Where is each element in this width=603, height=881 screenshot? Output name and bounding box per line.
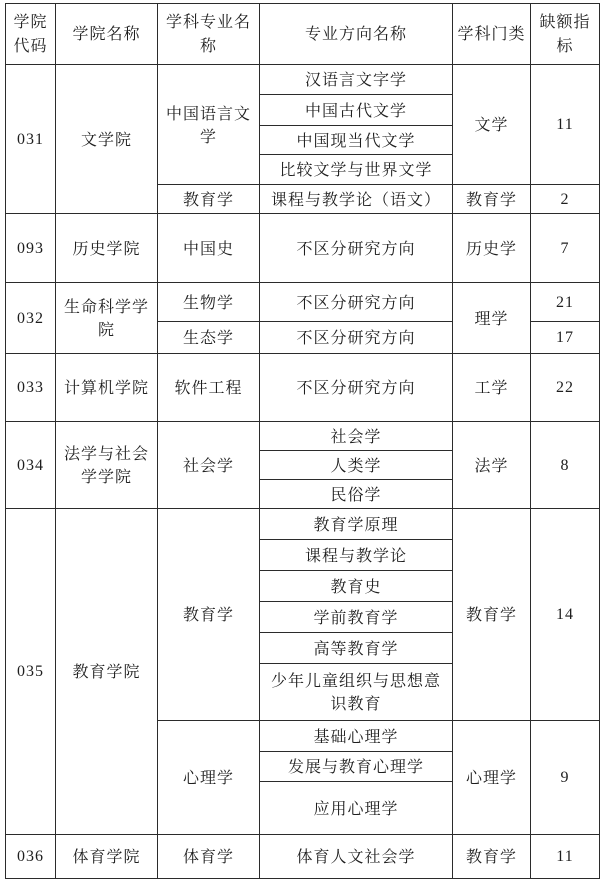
direction-cell: 课程与教学论（语文）	[260, 185, 453, 214]
major-cell: 心理学	[158, 721, 260, 835]
college-name-cell: 法学与社会学学院	[56, 422, 158, 509]
quota-cell: 11	[531, 65, 600, 185]
header-major: 学科专业名称	[158, 4, 260, 65]
direction-cell: 不区分研究方向	[260, 354, 453, 422]
direction-cell: 人类学	[260, 451, 453, 480]
header-quota: 缺额指标	[531, 4, 600, 65]
table-row	[6, 214, 600, 283]
college-name-cell: 生命科学学院	[56, 283, 158, 354]
quota-cell: 14	[531, 509, 600, 721]
direction-cell: 学前教育学	[260, 602, 453, 633]
direction-cell: 少年儿童组织与思想意识教育	[260, 664, 453, 721]
major-cell: 软件工程	[158, 354, 260, 422]
category-cell: 教育学	[453, 185, 531, 214]
category-cell: 教育学	[453, 835, 531, 879]
direction-cell: 教育史	[260, 571, 453, 602]
major-cell: 教育学	[158, 185, 260, 214]
quota-cell: 2	[531, 185, 600, 214]
category-cell: 心理学	[453, 721, 531, 835]
quota-cell: 7	[531, 214, 600, 283]
direction-cell: 课程与教学论	[260, 540, 453, 571]
college-name-cell: 教育学院	[56, 509, 158, 835]
header-college-name: 学院名称	[56, 4, 158, 65]
category-cell: 教育学	[453, 509, 531, 721]
direction-cell: 基础心理学	[260, 721, 453, 752]
direction-cell: 发展与教育心理学	[260, 752, 453, 782]
category-cell: 文学	[453, 65, 531, 185]
major-cell: 教育学	[158, 509, 260, 721]
direction-cell: 体育人文社会学	[260, 835, 453, 879]
direction-cell: 中国古代文学	[260, 95, 453, 126]
category-cell: 工学	[453, 354, 531, 422]
quota-cell: 11	[531, 835, 600, 879]
quota-cell: 22	[531, 354, 600, 422]
quota-cell: 17	[531, 322, 600, 354]
quota-table	[5, 3, 600, 879]
college-code-cell: 033	[6, 354, 56, 422]
direction-cell: 应用心理学	[260, 782, 453, 835]
college-code-cell: 031	[6, 65, 56, 214]
table-row	[6, 422, 600, 451]
direction-cell: 中国现当代文学	[260, 126, 453, 155]
quota-cell: 21	[531, 283, 600, 322]
college-name-cell: 体育学院	[56, 835, 158, 879]
direction-cell: 不区分研究方向	[260, 214, 453, 283]
direction-cell: 教育学原理	[260, 509, 453, 540]
direction-cell: 汉语言文字学	[260, 65, 453, 95]
college-name-cell: 历史学院	[56, 214, 158, 283]
table-row	[6, 283, 600, 322]
direction-cell: 高等教育学	[260, 633, 453, 664]
direction-cell: 民俗学	[260, 480, 453, 509]
major-cell: 社会学	[158, 422, 260, 509]
quota-cell: 9	[531, 721, 600, 835]
college-code-cell: 036	[6, 835, 56, 879]
category-cell: 法学	[453, 422, 531, 509]
table-row	[6, 65, 600, 95]
college-code-cell: 093	[6, 214, 56, 283]
header-category: 学科门类	[453, 4, 531, 65]
category-cell: 历史学	[453, 214, 531, 283]
header-direction: 专业方向名称	[260, 4, 453, 65]
college-code-cell: 034	[6, 422, 56, 509]
header-college-code: 学院代码	[6, 4, 56, 65]
table-row	[6, 354, 600, 422]
table-row	[6, 835, 600, 879]
college-name-cell: 文学院	[56, 65, 158, 214]
header-row	[6, 4, 600, 65]
direction-cell: 社会学	[260, 422, 453, 451]
quota-cell: 8	[531, 422, 600, 509]
major-cell: 生物学	[158, 283, 260, 322]
direction-cell: 不区分研究方向	[260, 322, 453, 354]
major-cell: 中国史	[158, 214, 260, 283]
table-row	[6, 509, 600, 540]
direction-cell: 比较文学与世界文学	[260, 155, 453, 185]
major-cell: 生态学	[158, 322, 260, 354]
major-cell: 中国语言文学	[158, 65, 260, 185]
direction-cell: 不区分研究方向	[260, 283, 453, 322]
college-code-cell: 035	[6, 509, 56, 835]
category-cell: 理学	[453, 283, 531, 354]
college-code-cell: 032	[6, 283, 56, 354]
college-name-cell: 计算机学院	[56, 354, 158, 422]
major-cell: 体育学	[158, 835, 260, 879]
